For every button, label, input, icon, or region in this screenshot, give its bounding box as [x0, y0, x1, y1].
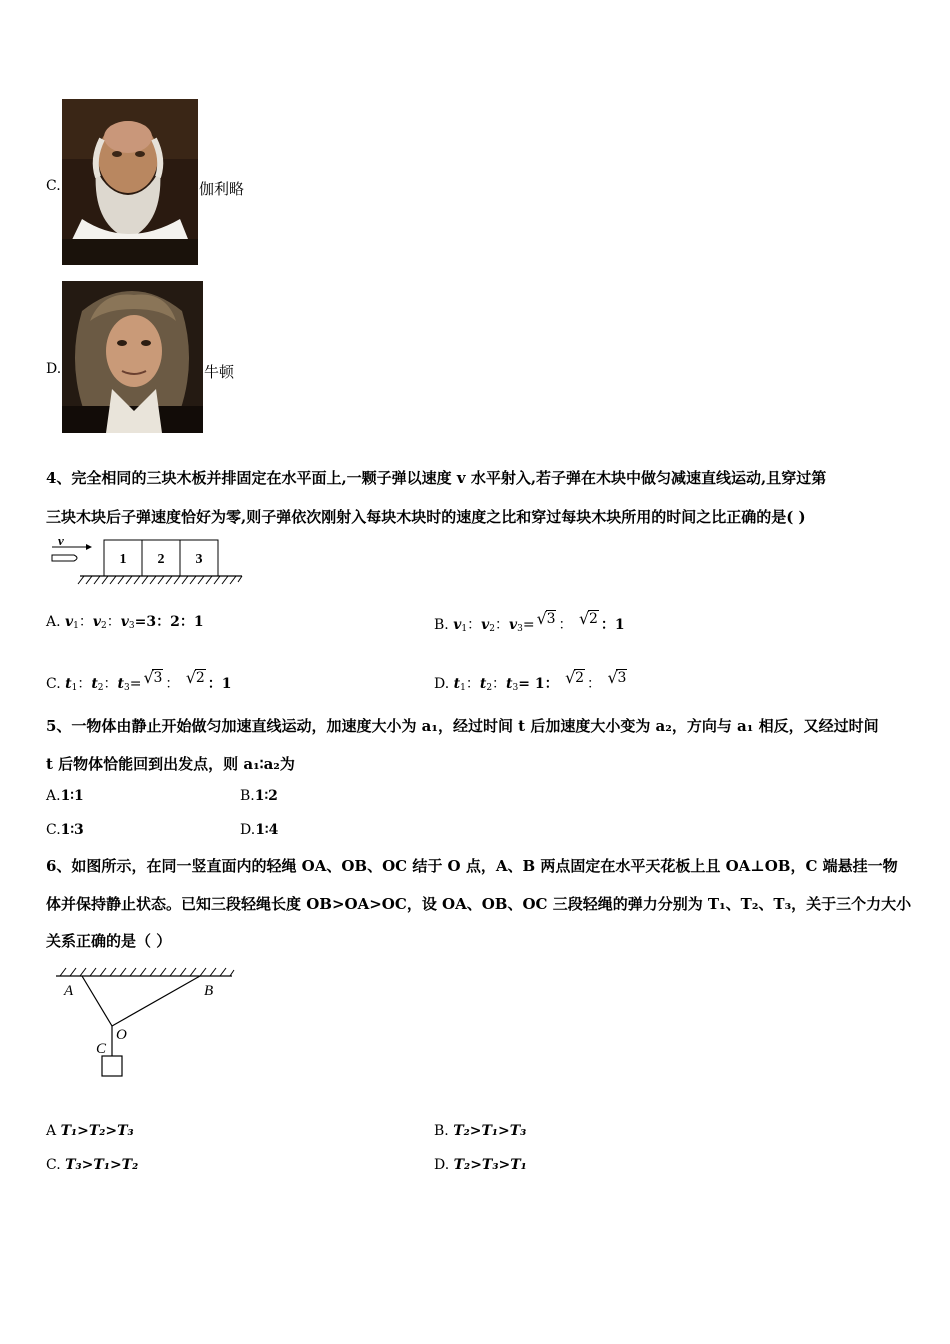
block-3-label: 3	[195, 552, 203, 567]
q4-velocity-label: v	[58, 534, 64, 548]
q5-option-a-text: 1∶1	[60, 788, 84, 804]
q5-option-c[interactable]	[46, 822, 84, 838]
q5-text-line2: t 后物体恰能回到出发点，则 a₁∶a₂为	[46, 755, 295, 773]
q5-option-c-letter: C.	[46, 822, 61, 838]
q6-text-line3: 关系正确的是（ ）	[46, 932, 172, 950]
q4-option-b-sqrt1: √ 3	[536, 609, 556, 628]
q6-figure	[50, 963, 240, 1087]
q4-text-line1: 4、完全相同的三块木板并排固定在水平面上,一颗子弹以速度 v 水平射入,若子弹在木块中做匀减速直线运动,且穿过第	[46, 469, 827, 487]
q4-option-d-sqrt2: √ 3	[607, 668, 627, 687]
q4-option-b[interactable]: B. $v_1$：$v_2$：$v_3=$ √ 3 ： √ 2 ：1	[434, 609, 625, 634]
q4-option-d-letter: D.	[434, 676, 450, 692]
q6-text-line2: 体并保持静止状态。已知三段轻绳长度 OB>OA>OC，设 OA、OB、OC 三段轻绳的弹力分别为 T₁、T₂、T₃，关于三个力大小	[46, 895, 912, 913]
q5-option-a[interactable]	[46, 788, 84, 804]
q6-option-c-letter: C.	[46, 1157, 61, 1173]
q4-option-b-sqrt2: √ 2	[578, 609, 598, 628]
q6-option-d[interactable]	[434, 1157, 527, 1173]
q4-option-a-text: =3：2：1	[134, 614, 204, 630]
option-c-name: 伽利略	[199, 180, 245, 198]
rope-oa	[82, 976, 112, 1026]
q4-option-c-letter: C.	[46, 676, 61, 692]
q5-option-d-letter: D.	[240, 822, 256, 838]
q6-option-d-text: T₂>T₃>T₁	[453, 1157, 527, 1173]
galileo-portrait	[62, 99, 198, 265]
q4-option-a-letter: A.	[46, 614, 61, 630]
q4-option-a[interactable]: A. $v_1$：$v_2$：$v_3=3$：2：1	[46, 614, 204, 631]
q6-option-d-letter: D.	[434, 1157, 450, 1173]
q6-option-b-text: T₂>T₁>T₃	[453, 1123, 527, 1139]
point-a-label: A	[64, 983, 74, 999]
q6-option-c[interactable]	[46, 1157, 138, 1173]
q5-option-b-letter: B.	[240, 788, 255, 804]
point-c-label: C	[96, 1041, 107, 1057]
q4-option-b-tail: ：1	[600, 617, 625, 633]
q5-text-line1: 5、一物体由静止开始做匀加速直线运动，加速度大小为 a₁，经过时间 t 后加速度大小变为 a₂，方向与 a₁ 相反，又经过时间	[46, 717, 879, 735]
hanging-block	[102, 1056, 122, 1076]
q6-option-b[interactable]	[434, 1123, 526, 1139]
q6-option-a[interactable]	[46, 1123, 134, 1139]
q5-option-d-text: 1∶4	[255, 822, 279, 838]
q4-option-c[interactable]: C. $t_1$：$t_2$：$t_3=$ √ 3 ： √ 2 ：1	[46, 668, 232, 693]
q4-option-d-lead: = 1：	[518, 676, 559, 692]
q5-option-c-text: 1∶3	[60, 822, 84, 838]
option-c-letter: C.	[46, 178, 61, 194]
q4-option-c-sqrt2: √ 2	[185, 668, 205, 687]
q6-text-line1: 6、如图所示，在同一竖直面内的轻绳 OA、OB、OC 结于 O 点，A、B 两点固定在水平天花板上且 OA⊥OB，C 端悬挂一物	[46, 857, 898, 875]
block-1-label: 1	[119, 552, 127, 567]
q4-option-c-sqrt1: √ 3	[143, 668, 163, 687]
point-b-label: B	[204, 983, 214, 999]
option-d-letter: D.	[46, 361, 62, 377]
q5-option-b[interactable]	[240, 788, 278, 804]
q5-option-a-letter: A.	[46, 788, 61, 804]
q6-option-a-text: T₁>T₂>T₃	[60, 1123, 134, 1139]
q4-figure	[46, 534, 246, 590]
q5-option-d[interactable]	[240, 822, 278, 838]
newton-portrait	[62, 281, 203, 433]
q4-option-d-sqrt1: √ 2	[565, 668, 584, 687]
q4-option-b-letter: B.	[434, 617, 449, 633]
q6-option-c-text: T₃>T₁>T₂	[65, 1157, 139, 1173]
q4-option-d[interactable]: D. $t_1$：$t_2$：$t_3= 1$： √ 2 ： √ 3	[434, 668, 627, 693]
q6-option-a-letter: A	[46, 1123, 57, 1139]
option-d-name: 牛顿	[204, 363, 235, 381]
block-2-label: 2	[157, 552, 165, 567]
q5-option-b-text: 1∶2	[254, 788, 278, 804]
rope-ob	[112, 976, 200, 1026]
q6-option-b-letter: B.	[434, 1123, 449, 1139]
point-o-label: O	[116, 1027, 127, 1043]
q4-text-line2: 三块木块后子弹速度恰好为零,则子弹依次刚射入每块木块时的速度之比和穿过每块木块所用的时间之比正确的是( )	[46, 508, 806, 526]
q4-option-c-tail: ：1	[207, 676, 232, 692]
